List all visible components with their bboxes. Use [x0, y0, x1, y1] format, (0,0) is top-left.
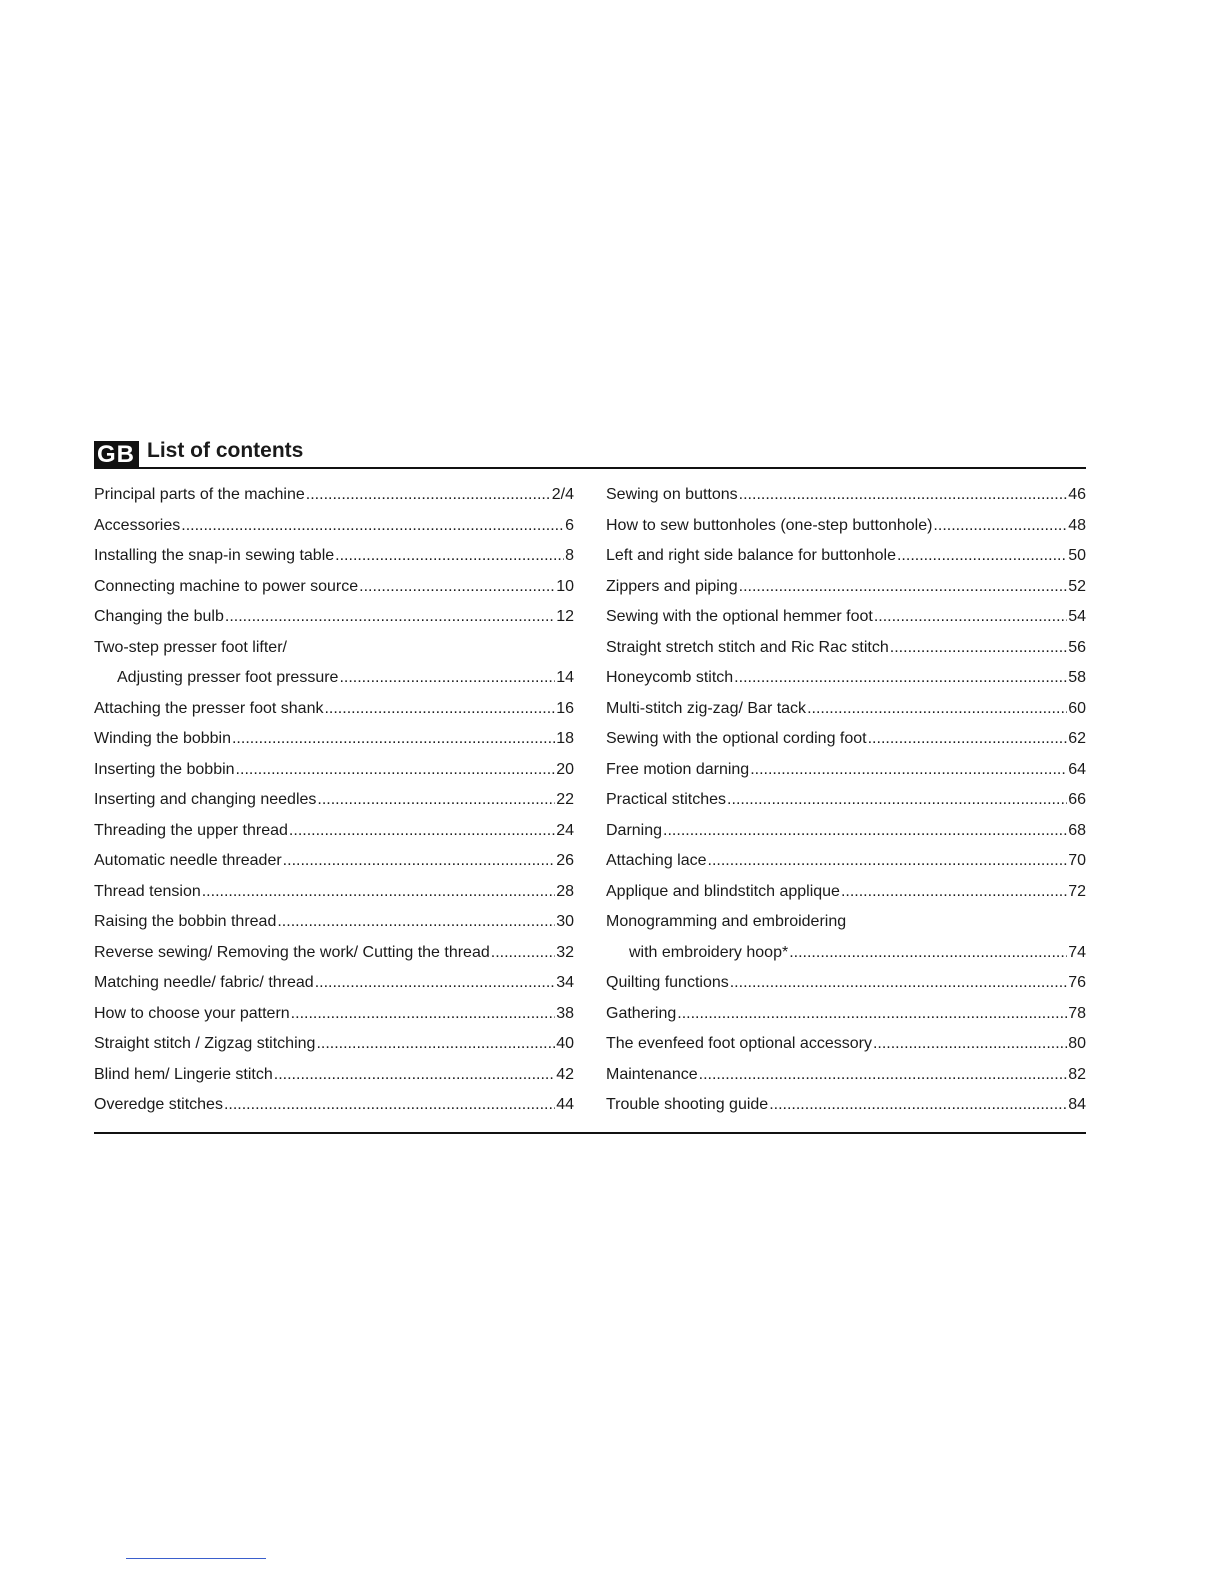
table-of-contents: [94, 437, 1086, 1134]
toc-entry[interactable]: [606, 668, 1086, 699]
toc-entry-title: Automatic needle threader: [94, 852, 282, 869]
toc-entry[interactable]: [94, 1004, 574, 1035]
toc-entry-page: 58: [1068, 669, 1086, 686]
toc-dot-leader: [225, 607, 555, 627]
toc-entry[interactable]: [606, 851, 1086, 882]
toc-entry[interactable]: [94, 485, 574, 516]
toc-entry-page: 62: [1068, 730, 1086, 747]
toc-entry[interactable]: [606, 546, 1086, 577]
toc-entry-page: 32: [556, 943, 574, 961]
toc-entry-page: 64: [1068, 760, 1086, 778]
toc-entry-title: Applique and blindstitch applique: [606, 882, 840, 900]
toc-entry-page: 72: [1068, 882, 1086, 900]
toc-entry[interactable]: [606, 943, 1086, 974]
toc-entry[interactable]: [94, 699, 574, 730]
toc-entry-title: Sewing on buttons: [606, 486, 738, 503]
toc-entry-title: Monogramming and embroidering: [606, 913, 847, 930]
toc-dot-leader: [224, 1095, 555, 1115]
toc-dot-leader: [739, 577, 1068, 597]
toc-entry[interactable]: [94, 760, 574, 791]
toc-dot-leader: [677, 1004, 1067, 1024]
toc-entry-title: Threading the upper thread: [94, 821, 288, 839]
toc-dot-leader: [769, 1095, 1067, 1115]
toc-entry-page: 82: [1068, 1065, 1086, 1083]
toc-entry-title: Darning: [606, 821, 663, 839]
toc-dot-leader: [359, 577, 555, 597]
language-badge: GB: [94, 441, 139, 468]
toc-entry-page: 26: [556, 852, 574, 869]
toc-entry-page: 2/4: [551, 486, 574, 503]
toc-dot-leader: [317, 790, 555, 810]
toc-entry-title: Accessories: [94, 516, 181, 534]
toc-entry-title: Gathering: [606, 1004, 677, 1022]
toc-left-column: [94, 485, 574, 1126]
toc-entry-title: Inserting the bobbin: [94, 760, 235, 778]
toc-dot-leader: [283, 851, 556, 871]
toc-entry-title: Honeycomb stitch: [606, 669, 734, 686]
toc-dot-leader: [890, 638, 1067, 658]
toc-entry-page: 70: [1068, 852, 1086, 869]
toc-entry-title: Quilting functions: [606, 974, 729, 991]
toc-entry-page: 30: [556, 913, 574, 930]
toc-entry-title: Reverse sewing/ Removing the work/ Cutting the thread: [94, 943, 490, 961]
toc-entry-title: Principal parts of the machine: [94, 486, 305, 503]
toc-dot-leader: [181, 516, 564, 536]
toc-entry[interactable]: [606, 485, 1086, 516]
toc-entry-title: Zippers and piping: [606, 577, 738, 595]
toc-entry[interactable]: [606, 882, 1086, 913]
toc-entry-title: Installing the snap-in sewing table: [94, 547, 335, 564]
toc-entry[interactable]: [94, 607, 574, 638]
toc-dot-leader: [699, 1065, 1068, 1085]
toc-dot-leader: [324, 699, 555, 719]
toc-entry[interactable]: [606, 760, 1086, 791]
toc-entry-page: 48: [1068, 516, 1086, 534]
toc-entry-page: 84: [1068, 1096, 1086, 1113]
toc-entry-title: Left and right side balance for buttonhole: [606, 547, 896, 564]
toc-entry-page: 80: [1068, 1035, 1086, 1052]
toc-entry[interactable]: [606, 973, 1086, 1004]
toc-entry[interactable]: [94, 851, 574, 882]
toc-entry[interactable]: [94, 790, 574, 821]
toc-entry-page: 20: [556, 760, 574, 778]
toc-entry-title: Winding the bobbin: [94, 730, 231, 747]
toc-entry[interactable]: [94, 516, 574, 547]
toc-entry-title: Free motion darning: [606, 760, 750, 778]
toc-dot-leader: [739, 485, 1068, 505]
toc-dot-leader: [335, 546, 564, 566]
toc-entry-title: Overedge stitches: [94, 1096, 223, 1113]
toc-entry[interactable]: [606, 638, 1086, 669]
toc-entry-title: Attaching lace: [606, 852, 707, 869]
toc-entry-page: 74: [1068, 943, 1086, 961]
toc-entry-title: Sewing with the optional hemmer foot: [606, 608, 873, 625]
toc-entry[interactable]: [94, 668, 574, 699]
toc-entry[interactable]: [606, 1065, 1086, 1096]
toc-entry[interactable]: [606, 577, 1086, 608]
toc-entry[interactable]: [94, 912, 574, 943]
toc-dot-leader: [289, 821, 555, 841]
toc-entry-page: 12: [556, 608, 574, 625]
toc-entry-page: 68: [1068, 821, 1086, 839]
toc-entry-title: Blind hem/ Lingerie stitch: [94, 1065, 273, 1083]
toc-entry-page: 22: [556, 791, 574, 808]
toc-dot-leader: [868, 729, 1068, 749]
toc-dot-leader: [873, 1034, 1067, 1054]
toc-entry-page: 18: [556, 730, 574, 747]
toc-dot-leader: [897, 546, 1067, 566]
toc-dot-leader: [708, 851, 1068, 871]
toc-dot-leader: [807, 699, 1067, 719]
toc-entry[interactable]: [94, 821, 574, 852]
toc-dot-leader: [315, 973, 556, 993]
toc-entry-page: 46: [1068, 486, 1086, 503]
toc-header: [94, 437, 1086, 469]
toc-dot-leader: [232, 729, 555, 749]
toc-entry-title: Maintenance: [606, 1065, 698, 1083]
toc-entry-title: Changing the bulb: [94, 608, 224, 625]
toc-entry[interactable]: [94, 973, 574, 1004]
toc-dot-leader: [727, 790, 1067, 810]
toc-entry-title: Thread tension: [94, 882, 201, 900]
toc-dot-leader: [316, 1034, 555, 1054]
toc-dot-leader: [874, 607, 1067, 627]
toc-entry-title: Matching needle/ fabric/ thread: [94, 974, 314, 991]
toc-entry-title: Sewing with the optional cording foot: [606, 730, 867, 747]
toc-entry[interactable]: [94, 1095, 574, 1126]
toc-entry-title: Connecting machine to power source: [94, 577, 359, 595]
toc-entry-title: Straight stretch stitch and Ric Rac stitch: [606, 638, 889, 656]
toc-right-column: [606, 485, 1086, 1126]
toc-entry-page: 6: [565, 516, 574, 534]
toc-entry[interactable]: [606, 699, 1086, 730]
toc-entry-title: Two-step presser foot lifter/: [94, 638, 287, 656]
toc-dot-leader: [663, 821, 1067, 841]
toc-entry-page: 66: [1068, 791, 1086, 808]
toc-entry-page: 28: [556, 882, 574, 900]
toc-dot-leader: [202, 882, 555, 902]
toc-entry-page: 56: [1068, 638, 1086, 656]
toc-dot-leader: [750, 760, 1067, 780]
toc-entry[interactable]: [606, 1004, 1086, 1035]
toc-entry[interactable]: [606, 516, 1086, 547]
toc-dot-leader: [236, 760, 556, 780]
toc-dot-leader: [841, 882, 1067, 902]
toc-entry-title: Inserting and changing needles: [94, 791, 317, 808]
toc-dot-leader: [789, 943, 1067, 963]
toc-entry[interactable]: [94, 882, 574, 913]
toc-entry-page: 52: [1068, 577, 1086, 595]
toc-entry-page: 44: [556, 1096, 574, 1113]
toc-dot-leader: [274, 1065, 555, 1085]
toc-dot-leader: [933, 516, 1067, 536]
toc-entry[interactable]: [94, 577, 574, 608]
toc-entry-page: 76: [1068, 974, 1086, 991]
toc-entry-page: 42: [556, 1065, 574, 1083]
toc-entry-page: 38: [556, 1004, 574, 1022]
toc-entry[interactable]: [606, 790, 1086, 821]
toc-entry[interactable]: [606, 1034, 1086, 1065]
toc-entry-title: How to sew buttonholes (one-step buttonhole): [606, 516, 933, 534]
toc-entry-page: 24: [556, 821, 574, 839]
toc-entry-title: Trouble shooting guide: [606, 1096, 769, 1113]
toc-entry-page: 40: [556, 1035, 574, 1052]
toc-entry[interactable]: [94, 1065, 574, 1096]
toc-entry-page: 10: [556, 577, 574, 595]
toc-dot-leader: [277, 912, 555, 932]
toc-entry[interactable]: [606, 912, 1086, 943]
toc-entry-title: The evenfeed foot optional accessory: [606, 1035, 872, 1052]
toc-entry-page: 54: [1068, 608, 1086, 625]
toc-entry-page: 16: [556, 699, 574, 717]
toc-entry[interactable]: [94, 943, 574, 974]
toc-dot-leader: [730, 973, 1067, 993]
toc-entry[interactable]: [606, 607, 1086, 638]
toc-entry[interactable]: [94, 729, 574, 760]
toc-dot-leader: [491, 943, 555, 963]
toc-entry[interactable]: [94, 1034, 574, 1065]
toc-entry-title: Raising the bobbin thread: [94, 913, 277, 930]
toc-columns: [94, 485, 1086, 1134]
toc-entry-title: How to choose your pattern: [94, 1004, 290, 1022]
toc-dot-leader: [339, 668, 555, 688]
toc-entry-page: 50: [1068, 547, 1086, 564]
toc-entry-page: 34: [556, 974, 574, 991]
toc-entry[interactable]: [94, 638, 574, 669]
toc-entry-page: 60: [1068, 699, 1086, 717]
toc-entry-title: with embroidery hoop*: [629, 943, 789, 961]
footer-rule: [126, 1558, 266, 1559]
toc-entry-title: Straight stitch / Zigzag stitching: [94, 1035, 316, 1052]
toc-entry-title: Multi-stitch zig-zag/ Bar tack: [606, 699, 807, 717]
toc-entry-page: 14: [556, 669, 574, 686]
toc-entry[interactable]: [606, 729, 1086, 760]
toc-dot-leader: [734, 668, 1067, 688]
toc-entry[interactable]: [94, 546, 574, 577]
toc-entry-title: Attaching the presser foot shank: [94, 699, 324, 717]
toc-entry[interactable]: [606, 821, 1086, 852]
toc-entry-page: 78: [1068, 1004, 1086, 1022]
toc-entry-title: Adjusting presser foot pressure: [117, 669, 339, 686]
toc-dot-leader: [291, 1004, 556, 1024]
toc-entry[interactable]: [606, 1095, 1086, 1126]
page-title: List of contents: [147, 439, 304, 462]
toc-entry-page: 8: [565, 547, 574, 564]
toc-dot-leader: [306, 485, 551, 505]
toc-entry-title: Practical stitches: [606, 791, 727, 808]
